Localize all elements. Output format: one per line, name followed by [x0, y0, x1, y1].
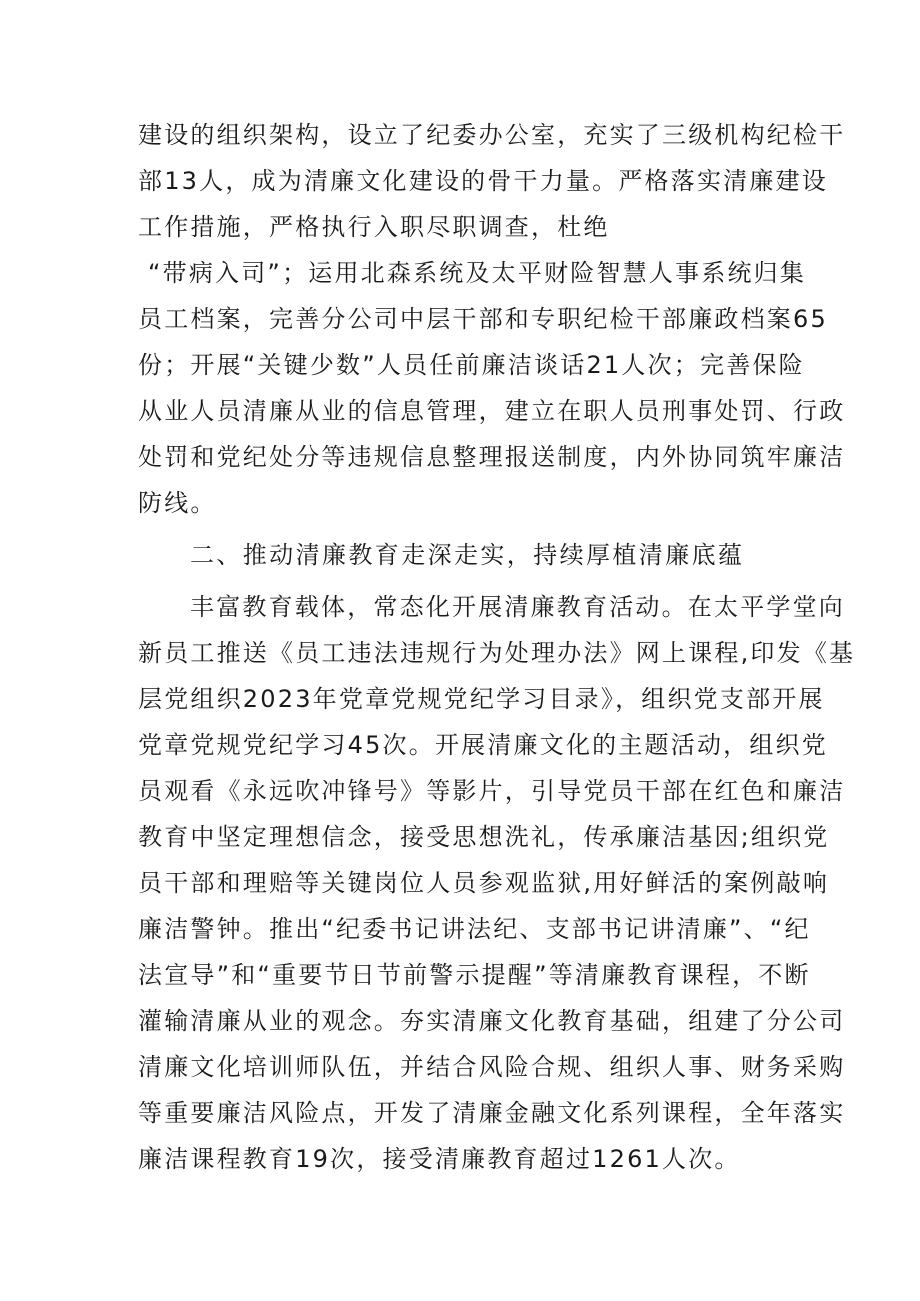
- paragraph-2-line-3: 层党组织2023年党章党规党纪学习目录》，组织党支部开展: [138, 685, 825, 713]
- paragraph-1-line-5: 员工档案，完善分公司中层干部和专职纪检干部廉政档案65: [138, 305, 828, 333]
- paragraph-2-line-1: 丰富教育载体，常态化开展清廉教育活动。在太平学堂向: [190, 593, 845, 621]
- paragraph-1-line-8: 处罚和党纪处分等违规信息整理报送制度，内外协同筑牢廉洁: [138, 443, 846, 471]
- section-heading: 二、推动清廉教育走深走实，持续厚植清廉底蕴: [190, 541, 745, 569]
- paragraph-1-line-7: 从业人员清廉从业的信息管理，建立在职人员刑事处罚、行政: [138, 397, 846, 425]
- paragraph-2-line-8: 廉洁警钟。推出“纪委书记讲法纪、支部书记讲清廉”、“纪: [138, 915, 811, 943]
- paragraph-2-line-2: 新员工推送《员工违法违规行为处理办法》网上课程,印发《基: [138, 639, 856, 667]
- paragraph-2-line-7: 员干部和理赔等关键岗位人员参观监狱,用好鲜活的案例敲响: [138, 869, 830, 897]
- paragraph-1-line-3: 工作措施，严格执行入职尽职调查，杜绝: [138, 213, 610, 241]
- paragraph-2-line-9: 法宣导”和“重要节日节前警示提醒”等清廉教育课程，不断: [138, 961, 811, 989]
- paragraph-2-line-10: 灌输清廉从业的观念。夯实清廉文化教育基础，组建了分公司: [138, 1007, 846, 1035]
- paragraph-1-line-6: 份；开展“关键少数”人员任前廉洁谈话21人次；完善保险: [138, 351, 805, 379]
- paragraph-1-line-1: 建设的组织架构，设立了纪委办公室，充实了三级机构纪检干: [138, 121, 846, 149]
- paragraph-2-line-6: 教育中坚定理想信念，接受思想洗礼，传承廉洁基因;组织党: [138, 823, 830, 851]
- paragraph-2-line-11: 清廉文化培训师队伍，并结合风险合规、组织人事、财务采购: [138, 1053, 846, 1081]
- paragraph-1-line-2: 部13人，成为清廉文化建设的骨干力量。严格落实清廉建设: [138, 167, 828, 195]
- paragraph-2-line-4: 党章党规党纪学习45次。开展清廉文化的主题活动，组织党: [138, 731, 828, 759]
- paragraph-2-line-5: 员观看《永远吹冲锋号》等影片，引导党员干部在红色和廉洁: [138, 777, 846, 805]
- paragraph-2-line-12: 等重要廉洁风险点，开发了清廉金融文化系列课程，全年落实: [138, 1099, 846, 1127]
- paragraph-1-line-9: 防线。: [138, 489, 217, 517]
- paragraph-1-line-4: “带病入司”；运用北森系统及太平财险智慧人事系统归集: [148, 259, 807, 287]
- paragraph-2-line-13: 廉洁课程教育19次，接受清廉教育超过1261人次。: [138, 1145, 741, 1173]
